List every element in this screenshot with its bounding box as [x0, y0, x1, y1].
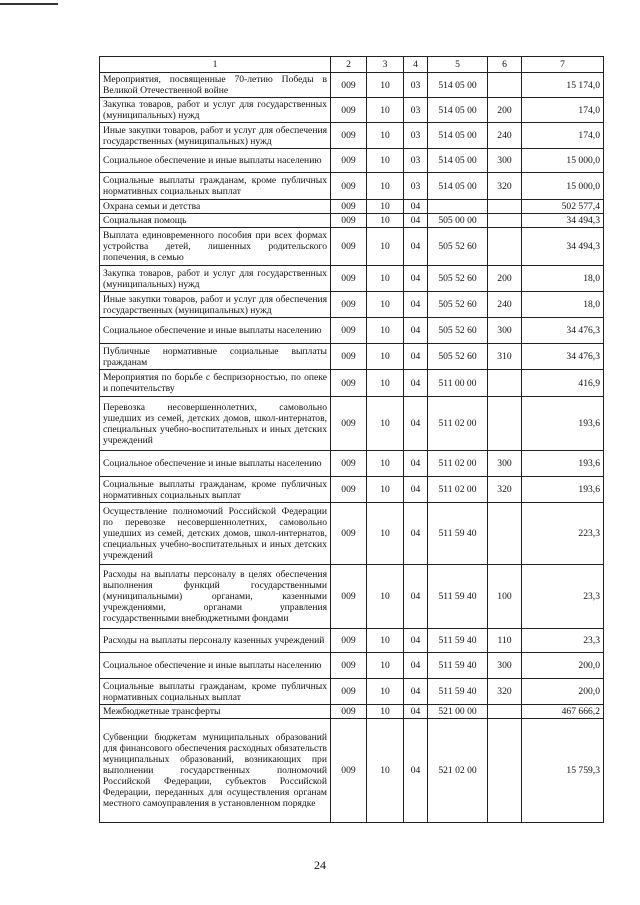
row-amount-cell: 193,6	[522, 477, 604, 503]
row-section-cell: 10	[367, 214, 404, 228]
row-subsection-cell: 04	[404, 228, 428, 266]
row-expense-type-cell: 200	[488, 266, 522, 292]
row-subsection-cell: 04	[404, 705, 428, 719]
row-subsection-cell: 04	[404, 370, 428, 397]
row-code-cell: 009	[331, 565, 367, 629]
row-amount-cell: 467 666,2	[522, 705, 604, 719]
row-amount-cell: 15 174,0	[522, 73, 604, 98]
table-row	[100, 228, 604, 266]
row-code-cell: 009	[331, 451, 367, 477]
row-expense-type-cell: 320	[488, 173, 522, 200]
row-amount-cell: 200,0	[522, 653, 604, 679]
header-col-2: 2	[331, 57, 367, 73]
row-subsection-cell: 03	[404, 98, 428, 123]
row-name-cell: Социальное обеспечение и иные выплаты населению	[100, 653, 331, 679]
header-col-7: 7	[522, 57, 604, 73]
row-subsection-cell: 04	[404, 565, 428, 629]
header-col-4: 4	[404, 57, 428, 73]
row-subsection-cell: 03	[404, 123, 428, 149]
table-row	[100, 98, 604, 123]
row-target-cell: 505 52 60	[428, 266, 488, 292]
row-expense-type-cell: 320	[488, 477, 522, 503]
row-target-cell: 511 59 40	[428, 653, 488, 679]
table-row	[100, 503, 604, 565]
row-expense-type-cell: 240	[488, 292, 522, 318]
row-target-cell: 511 59 40	[428, 565, 488, 629]
table-row	[100, 477, 604, 503]
row-code-cell: 009	[331, 629, 367, 653]
row-section-cell: 10	[367, 503, 404, 565]
row-name-cell: Субвенции бюджетам муниципальных образований для финансового обеспечения расходных обязательств муниципальных образований, возникающих при выполнении государственных полномочий Российской Федерации, субъектов Российской Федерации, переданных для осуществления органам местного самоуправления в установленном порядке	[100, 719, 331, 823]
row-code-cell: 009	[331, 477, 367, 503]
row-section-cell: 10	[367, 200, 404, 214]
table-row	[100, 451, 604, 477]
row-amount-cell: 502 577,4	[522, 200, 604, 214]
row-expense-type-cell: 300	[488, 149, 522, 173]
row-target-cell: 505 52 60	[428, 292, 488, 318]
row-section-cell: 10	[367, 228, 404, 266]
budget-table	[99, 56, 604, 823]
row-target-cell: 511 59 40	[428, 679, 488, 705]
row-amount-cell: 193,6	[522, 451, 604, 477]
row-code-cell: 009	[331, 214, 367, 228]
row-section-cell: 10	[367, 477, 404, 503]
row-expense-type-cell	[488, 397, 522, 451]
table-row	[100, 705, 604, 719]
row-expense-type-cell	[488, 503, 522, 565]
row-amount-cell: 18,0	[522, 266, 604, 292]
row-code-cell: 009	[331, 98, 367, 123]
row-amount-cell: 223,3	[522, 503, 604, 565]
row-amount-cell: 23,3	[522, 629, 604, 653]
row-name-cell: Перевозка несовершеннолетних, самовольно ушедших из семей, детских домов, школ-интернатов, специальных учебно-воспитательных и иных детских учреждений	[100, 397, 331, 451]
row-target-cell: 514 05 00	[428, 98, 488, 123]
row-expense-type-cell	[488, 73, 522, 98]
row-subsection-cell: 04	[404, 679, 428, 705]
row-amount-cell: 34 476,3	[522, 344, 604, 370]
row-subsection-cell: 04	[404, 477, 428, 503]
row-subsection-cell: 04	[404, 344, 428, 370]
page-number: 24	[314, 858, 326, 872]
row-amount-cell: 174,0	[522, 123, 604, 149]
row-subsection-cell: 04	[404, 200, 428, 214]
header-col-5: 5	[428, 57, 488, 73]
row-code-cell: 009	[331, 719, 367, 823]
row-target-cell: 514 05 00	[428, 149, 488, 173]
row-amount-cell: 15 000,0	[522, 173, 604, 200]
row-name-cell: Социальные выплаты гражданам, кроме публичных нормативных социальных выплат	[100, 679, 331, 705]
row-name-cell: Осуществление полномочий Российской Федерации по перевозке несовершеннолетних, самовольно ушедших из семей, детских домов, школ-интернатов, специальных учебно-воспитательных и иных детских учреждений	[100, 503, 331, 565]
row-name-cell: Закупка товаров, работ и услуг для государственных (муниципальных) нужд	[100, 266, 331, 292]
row-section-cell: 10	[367, 344, 404, 370]
row-expense-type-cell	[488, 370, 522, 397]
row-name-cell: Закупка товаров, работ и услуг для государственных (муниципальных) нужд	[100, 98, 331, 123]
row-target-cell: 511 59 40	[428, 503, 488, 565]
row-subsection-cell: 03	[404, 73, 428, 98]
row-amount-cell: 34 494,3	[522, 214, 604, 228]
row-target-cell: 514 05 00	[428, 73, 488, 98]
row-target-cell	[428, 200, 488, 214]
row-code-cell: 009	[331, 149, 367, 173]
table-row	[100, 565, 604, 629]
table-row	[100, 173, 604, 200]
table-row	[100, 73, 604, 98]
row-amount-cell: 193,6	[522, 397, 604, 451]
row-amount-cell: 416,9	[522, 370, 604, 397]
row-amount-cell: 34 494,3	[522, 228, 604, 266]
row-name-cell: Иные закупки товаров, работ и услуг для обеспечения государственных (муниципальных) нужд	[100, 123, 331, 149]
row-code-cell: 009	[331, 397, 367, 451]
row-section-cell: 10	[367, 318, 404, 344]
row-expense-type-cell: 100	[488, 565, 522, 629]
row-amount-cell: 174,0	[522, 98, 604, 123]
row-code-cell: 009	[331, 653, 367, 679]
row-section-cell: 10	[367, 173, 404, 200]
row-name-cell: Выплата единовременного пособия при всех формах устройства детей, лишенных родительского попечения, в семью	[100, 228, 331, 266]
table-row	[100, 629, 604, 653]
row-subsection-cell: 03	[404, 149, 428, 173]
row-code-cell: 009	[331, 679, 367, 705]
row-expense-type-cell	[488, 228, 522, 266]
row-subsection-cell: 04	[404, 292, 428, 318]
row-name-cell: Охрана семьи и детства	[100, 200, 331, 214]
row-expense-type-cell: 240	[488, 123, 522, 149]
row-section-cell: 10	[367, 149, 404, 173]
row-amount-cell: 34 476,3	[522, 318, 604, 344]
row-section-cell: 10	[367, 719, 404, 823]
table-row	[100, 266, 604, 292]
row-code-cell: 009	[331, 370, 367, 397]
row-target-cell: 505 00 00	[428, 214, 488, 228]
row-name-cell: Социальное обеспечение и иные выплаты населению	[100, 149, 331, 173]
table-row	[100, 292, 604, 318]
row-code-cell: 009	[331, 228, 367, 266]
row-expense-type-cell: 310	[488, 344, 522, 370]
row-target-cell: 521 02 00	[428, 719, 488, 823]
table-row	[100, 370, 604, 397]
row-target-cell: 514 05 00	[428, 123, 488, 149]
row-subsection-cell: 04	[404, 503, 428, 565]
row-section-cell: 10	[367, 451, 404, 477]
row-expense-type-cell	[488, 214, 522, 228]
row-code-cell: 009	[331, 266, 367, 292]
header-col-6: 6	[488, 57, 522, 73]
row-code-cell: 009	[331, 173, 367, 200]
row-section-cell: 10	[367, 397, 404, 451]
row-section-cell: 10	[367, 123, 404, 149]
row-expense-type-cell	[488, 705, 522, 719]
row-name-cell: Социальное обеспечение и иные выплаты населению	[100, 451, 331, 477]
row-section-cell: 10	[367, 629, 404, 653]
header-col-3: 3	[367, 57, 404, 73]
table-row	[100, 344, 604, 370]
row-subsection-cell: 04	[404, 397, 428, 451]
row-target-cell: 511 02 00	[428, 451, 488, 477]
row-expense-type-cell: 320	[488, 679, 522, 705]
row-expense-type-cell: 110	[488, 629, 522, 653]
row-subsection-cell: 04	[404, 266, 428, 292]
row-code-cell: 009	[331, 73, 367, 98]
row-name-cell: Публичные нормативные социальные выплаты гражданам	[100, 344, 331, 370]
row-amount-cell: 15 759,3	[522, 719, 604, 823]
row-subsection-cell: 04	[404, 653, 428, 679]
row-target-cell: 511 02 00	[428, 397, 488, 451]
row-section-cell: 10	[367, 266, 404, 292]
row-code-cell: 009	[331, 200, 367, 214]
table-row	[100, 200, 604, 214]
row-name-cell: Расходы на выплаты персоналу в целях обеспечения выполнения функций государственными (муниципальными) органами, казенными учреждениями, органами управления государственными внебюджетными фондами	[100, 565, 331, 629]
row-amount-cell: 200,0	[522, 679, 604, 705]
row-target-cell: 521 00 00	[428, 705, 488, 719]
row-name-cell: Расходы на выплаты персоналу казенных учреждений	[100, 629, 331, 653]
row-section-cell: 10	[367, 653, 404, 679]
row-name-cell: Социальные выплаты гражданам, кроме публичных нормативных социальных выплат	[100, 173, 331, 200]
row-code-cell: 009	[331, 123, 367, 149]
table-row	[100, 397, 604, 451]
row-amount-cell: 18,0	[522, 292, 604, 318]
row-amount-cell: 15 000,0	[522, 149, 604, 173]
row-target-cell: 511 00 00	[428, 370, 488, 397]
row-expense-type-cell: 300	[488, 653, 522, 679]
row-expense-type-cell	[488, 200, 522, 214]
row-section-cell: 10	[367, 73, 404, 98]
row-code-cell: 009	[331, 705, 367, 719]
row-section-cell: 10	[367, 370, 404, 397]
row-subsection-cell: 04	[404, 318, 428, 344]
table-row	[100, 653, 604, 679]
table-row	[100, 149, 604, 173]
row-code-cell: 009	[331, 292, 367, 318]
row-section-cell: 10	[367, 98, 404, 123]
table-row	[100, 318, 604, 344]
row-subsection-cell: 04	[404, 451, 428, 477]
row-target-cell: 511 02 00	[428, 477, 488, 503]
row-expense-type-cell: 300	[488, 318, 522, 344]
row-name-cell: Иные закупки товаров, работ и услуг для обеспечения государственных (муниципальных) нужд	[100, 292, 331, 318]
table-row	[100, 719, 604, 823]
row-expense-type-cell: 300	[488, 451, 522, 477]
row-subsection-cell: 03	[404, 173, 428, 200]
row-amount-cell: 23,3	[522, 565, 604, 629]
table-header-row	[100, 57, 604, 73]
row-expense-type-cell	[488, 719, 522, 823]
row-subsection-cell: 04	[404, 214, 428, 228]
row-name-cell: Социальная помощь	[100, 214, 331, 228]
table-row	[100, 679, 604, 705]
row-name-cell: Межбюджетные трансферты	[100, 705, 331, 719]
row-code-cell: 009	[331, 503, 367, 565]
row-subsection-cell: 04	[404, 629, 428, 653]
row-subsection-cell: 04	[404, 719, 428, 823]
row-section-cell: 10	[367, 292, 404, 318]
row-name-cell: Мероприятия, посвященные 70-летию Победы в Великой Отечественной войне	[100, 73, 331, 98]
row-name-cell: Мероприятия по борьбе с беспризорностью, по опеке и попечительству	[100, 370, 331, 397]
row-code-cell: 009	[331, 318, 367, 344]
row-name-cell: Социальное обеспечение и иные выплаты населению	[100, 318, 331, 344]
table-body	[100, 73, 604, 823]
row-code-cell: 009	[331, 344, 367, 370]
row-target-cell: 505 52 60	[428, 318, 488, 344]
table-row	[100, 123, 604, 149]
top-rule	[0, 3, 58, 5]
row-name-cell: Социальные выплаты гражданам, кроме публичных нормативных социальных выплат	[100, 477, 331, 503]
row-target-cell: 505 52 60	[428, 344, 488, 370]
table-row	[100, 214, 604, 228]
row-expense-type-cell: 200	[488, 98, 522, 123]
row-target-cell: 514 05 00	[428, 173, 488, 200]
row-target-cell: 505 52 60	[428, 228, 488, 266]
row-section-cell: 10	[367, 565, 404, 629]
header-col-1: 1	[100, 57, 331, 73]
row-section-cell: 10	[367, 705, 404, 719]
row-target-cell: 511 59 40	[428, 629, 488, 653]
row-section-cell: 10	[367, 679, 404, 705]
